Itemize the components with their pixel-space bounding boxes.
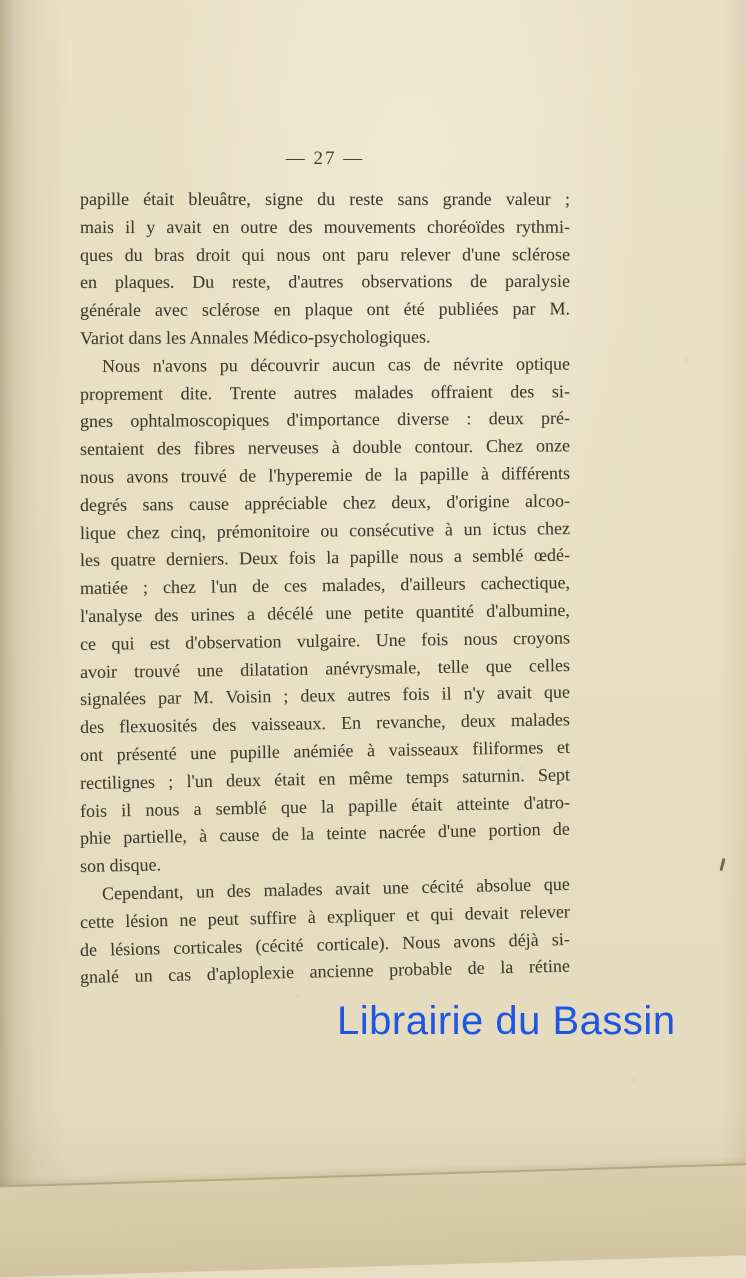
word: ;: [564, 189, 570, 209]
text-line: [80, 296, 570, 325]
word: sclérose: [511, 243, 570, 264]
word: gnes: [79, 411, 114, 432]
word: reste: [349, 189, 384, 209]
word: cinq,: [170, 521, 207, 542]
word: prémonitoire: [216, 520, 310, 542]
word: Deux: [238, 548, 279, 569]
word: a: [246, 603, 256, 624]
word: ophtalmoscopiques: [130, 410, 270, 432]
word: expliquer: [326, 904, 396, 927]
word: lésion: [124, 909, 169, 931]
word: avons: [453, 930, 496, 952]
word: et: [556, 736, 571, 757]
word: et: [405, 904, 420, 925]
word: autres: [293, 382, 337, 403]
word: papille: [80, 189, 129, 209]
word: relever: [519, 901, 571, 923]
word: temps: [405, 766, 450, 787]
word: pupille: [229, 741, 280, 763]
word: malades: [263, 878, 323, 901]
word: ancienne: [309, 960, 374, 982]
word: cas: [387, 354, 411, 375]
word: avait: [496, 682, 532, 704]
word: présenté: [116, 743, 177, 765]
word: reste,: [231, 271, 271, 293]
word: découvrir: [250, 354, 320, 375]
word: une: [196, 659, 224, 680]
word: choréoïdes: [426, 216, 505, 237]
word: fibres: [193, 438, 235, 459]
word: vaisseaux.: [251, 713, 327, 735]
word: ont: [366, 299, 390, 320]
word: nous: [409, 546, 444, 567]
word: observations: [361, 271, 453, 292]
word: dite.: [180, 382, 213, 403]
word: deux: [488, 408, 524, 429]
word: la: [300, 823, 315, 845]
word: contour.: [414, 436, 474, 457]
word: la: [326, 547, 340, 568]
word: cette: [79, 910, 115, 932]
word: d'albumine,: [485, 599, 570, 621]
word: M.: [549, 298, 570, 319]
word: nous: [463, 628, 498, 649]
paragraph: [79, 873, 571, 992]
word: si-: [551, 928, 570, 949]
word: n'avons: [152, 355, 208, 376]
word: saturnin.: [461, 764, 525, 787]
word: si-: [551, 380, 570, 401]
word: croyons: [512, 627, 571, 648]
word: ont: [322, 244, 346, 265]
word: ont: [79, 744, 104, 765]
word: derniers.: [165, 548, 229, 570]
word: lique: [79, 522, 117, 543]
word: matiée: [79, 577, 129, 599]
word: chez: [126, 521, 160, 543]
word: aucun: [332, 354, 376, 375]
word: optique: [515, 353, 570, 374]
word: même: [348, 767, 393, 789]
paragraph: [80, 186, 570, 353]
word: phie: [79, 827, 112, 849]
word: que: [543, 873, 570, 895]
word: ;: [142, 577, 149, 598]
word: Voisin: [225, 686, 272, 708]
word: été: [403, 299, 425, 320]
word: nous: [145, 798, 180, 820]
word: Nous: [101, 355, 141, 376]
text-line: [80, 186, 570, 214]
word: lésions: [109, 937, 161, 959]
word: de: [423, 353, 441, 375]
word: générale: [79, 299, 141, 321]
word: absolue: [475, 874, 532, 896]
word: sentaient: [79, 438, 145, 460]
word: anémiée: [293, 740, 354, 762]
word: cause: [188, 493, 230, 514]
word: des: [212, 714, 237, 736]
word: des: [510, 380, 535, 402]
word: degrés: [79, 494, 128, 515]
word: il: [441, 683, 452, 704]
word: paralysie: [504, 271, 570, 292]
word: d'autres: [288, 271, 344, 292]
word: publiées: [438, 298, 499, 319]
word: nous: [79, 466, 115, 487]
word: quantité: [415, 601, 474, 622]
word: nacrée: [378, 821, 426, 843]
word: des: [156, 438, 181, 459]
word: sans: [397, 189, 429, 209]
word: de: [364, 464, 383, 485]
word: :: [466, 408, 472, 429]
word: onze: [535, 435, 570, 456]
word: offraient: [430, 381, 493, 402]
word: diverse: [397, 408, 450, 430]
word: deux: [460, 710, 496, 732]
word: est: [149, 632, 170, 653]
word: des: [226, 880, 252, 901]
word: de: [467, 957, 485, 979]
watermark-librairie-du-bassin: Librairie du Bassin: [337, 999, 676, 1043]
word: des: [288, 216, 313, 237]
word: deux: [300, 685, 336, 707]
text-line: [80, 350, 570, 380]
word: vaisseaux: [388, 738, 459, 760]
page-number: — 27 —: [285, 148, 365, 169]
word: d'observation: [185, 631, 282, 653]
word: Nous: [401, 931, 441, 953]
word: déjà: [508, 929, 539, 950]
word: a: [193, 798, 202, 819]
word: outre: [240, 216, 278, 237]
word: teinte: [326, 822, 367, 844]
word: des: [79, 716, 105, 738]
word: l'un: [186, 770, 213, 791]
word: la: [500, 957, 514, 978]
word: d'ailleurs: [400, 573, 466, 595]
word: flexuosités: [118, 715, 198, 737]
word: papille: [347, 794, 398, 816]
word: l'hyperemie: [268, 464, 353, 486]
word: (cécité: [255, 934, 304, 956]
word: grande: [442, 189, 492, 209]
word: fois: [288, 547, 316, 569]
word: par: [512, 298, 536, 319]
word: était: [143, 189, 175, 209]
word: ictus: [492, 518, 527, 539]
word: chez: [536, 517, 571, 538]
word: nous: [276, 244, 311, 265]
word: à: [444, 518, 453, 539]
text-line: [80, 487, 570, 519]
word: Du: [192, 272, 215, 293]
word: en: [318, 768, 336, 789]
word: une: [190, 742, 217, 764]
word: d'origine: [446, 490, 510, 512]
word: proprement: [79, 383, 164, 404]
word: en: [273, 299, 291, 320]
word: peut: [207, 908, 239, 929]
text-line: [80, 405, 570, 436]
text-line: [80, 213, 570, 241]
word: Une: [375, 629, 406, 650]
word: fois: [79, 800, 108, 821]
word: dilatation: [240, 658, 309, 680]
word: les: [79, 550, 101, 571]
word: ce: [79, 633, 97, 654]
word: un: [463, 518, 482, 539]
word: ces: [283, 575, 308, 596]
word: que: [543, 681, 571, 703]
word: valeur: [505, 189, 551, 209]
word: Trente: [229, 382, 277, 403]
word: de: [271, 824, 289, 845]
word: petite: [363, 601, 404, 623]
word: pu: [219, 354, 238, 376]
word: sans: [142, 493, 174, 515]
word: anévrysmale,: [325, 656, 421, 679]
word: devait: [464, 902, 509, 924]
page-bottom-edge: [0, 1162, 746, 1278]
word: qui: [241, 244, 265, 265]
text-line: [80, 432, 570, 463]
word: avoir: [79, 661, 118, 682]
word: était: [274, 768, 306, 790]
word: probable: [388, 958, 453, 981]
text-line: [80, 268, 570, 297]
word: à: [366, 739, 376, 761]
text-line: [80, 378, 570, 409]
word: bleuâtre,: [188, 189, 251, 209]
word: ;: [168, 771, 174, 792]
text-block: [80, 186, 570, 992]
word: rétine: [528, 955, 571, 977]
word: mouvements: [323, 216, 416, 237]
word: plaque: [304, 299, 353, 320]
word: de: [552, 818, 570, 840]
word: un: [195, 881, 215, 902]
word: qui: [430, 903, 454, 925]
word: papille: [349, 546, 399, 568]
word: alcoo-: [524, 490, 571, 511]
word: il: [125, 216, 136, 237]
word: filiformes: [472, 737, 544, 759]
word: était: [411, 793, 443, 815]
word: partielle,: [123, 826, 187, 848]
word: signe: [264, 189, 303, 209]
word: d'importance: [286, 409, 380, 430]
word: suffire: [249, 907, 297, 929]
word: que: [280, 796, 308, 817]
word: de: [79, 939, 98, 960]
word: cause: [219, 824, 260, 846]
word: gnalé: [79, 966, 120, 988]
word: sclérose: [201, 299, 260, 320]
paragraph: [80, 353, 570, 881]
word: autres: [347, 684, 391, 706]
word: à: [480, 463, 490, 484]
word: y: [146, 216, 156, 237]
word: du: [317, 189, 336, 209]
word: ou: [320, 519, 339, 541]
word: à: [198, 825, 208, 847]
word: la: [320, 795, 335, 817]
word: M.: [192, 687, 214, 708]
text-line: Variot dans les Annales Médico-psychologiques.: [79, 326, 431, 348]
word: une: [382, 877, 410, 898]
word: il: [120, 799, 132, 820]
word: l'analyse: [79, 605, 143, 626]
text-line: [80, 460, 570, 492]
word: corticale).: [316, 932, 390, 955]
word: En: [340, 712, 362, 733]
word: de: [251, 575, 270, 597]
word: d'atro-: [523, 791, 571, 813]
word: de: [470, 271, 488, 292]
word: Sept: [537, 764, 571, 785]
word: à: [307, 906, 316, 927]
word: paru: [356, 244, 389, 265]
word: avons: [126, 466, 169, 487]
word: malades: [354, 381, 414, 402]
word: un: [134, 965, 153, 987]
word: pré-: [540, 408, 571, 429]
word: d'une: [437, 820, 477, 842]
word: du: [124, 244, 143, 265]
word: deux,: [391, 491, 431, 512]
word: l'un: [210, 576, 238, 597]
word: urines: [190, 604, 235, 625]
text-line: son disque.: [79, 854, 162, 877]
word: fois: [402, 684, 430, 705]
word: mais: [79, 216, 115, 237]
word: telle: [437, 656, 469, 677]
word: deux: [225, 769, 262, 791]
word: bras: [154, 244, 185, 265]
word: nerveuses: [247, 437, 319, 458]
word: avec: [154, 299, 188, 320]
word: ques: [79, 244, 114, 265]
word: névrite: [453, 353, 504, 374]
word: atteinte: [456, 792, 510, 814]
word: malades: [510, 709, 570, 731]
word: avait: [334, 877, 371, 899]
word: double: [352, 436, 402, 458]
word: rectilignes: [79, 771, 156, 793]
word: semblé: [472, 545, 524, 567]
word: qui: [111, 633, 135, 654]
word: fois: [420, 628, 449, 650]
word: plaques.: [114, 272, 175, 293]
word: n'y: [463, 683, 485, 704]
word: à: [331, 437, 340, 458]
word: ;: [283, 686, 289, 707]
word: portion: [488, 819, 541, 841]
word: des: [154, 604, 179, 626]
word: cas: [167, 964, 192, 986]
word: que: [485, 655, 512, 676]
word: avait: [166, 216, 202, 237]
word: la: [394, 464, 408, 485]
word: ne: [179, 909, 197, 930]
word: celles: [528, 654, 571, 676]
word: cécité: [421, 875, 464, 897]
word: malades,: [321, 574, 386, 596]
word: trouvé: [180, 465, 227, 487]
word: corticales: [173, 935, 243, 958]
word: chez: [342, 492, 376, 513]
word: papille: [419, 463, 469, 485]
word: cachectique,: [480, 572, 571, 594]
word: une: [325, 602, 352, 623]
word: consécutive: [349, 519, 435, 540]
ink-mark: [719, 858, 725, 871]
word: a: [453, 546, 462, 567]
word: de: [238, 465, 257, 486]
word: vulgaire.: [296, 629, 361, 651]
word: trouvé: [133, 660, 181, 681]
word: décélé: [267, 603, 314, 624]
word: revanche,: [375, 711, 446, 733]
word: appréciable: [244, 492, 328, 514]
text-line: [80, 241, 570, 270]
word: quatre: [110, 549, 156, 571]
word: relever: [400, 243, 451, 265]
word: d'aploplexie: [206, 962, 295, 985]
word: en: [79, 272, 98, 293]
word: en: [212, 216, 230, 237]
word: chez: [162, 576, 196, 598]
word: droit: [195, 244, 231, 265]
word: Cependant,: [101, 881, 184, 904]
word: rythmi-: [515, 216, 570, 237]
word: Chez: [485, 435, 524, 457]
word: semblé: [215, 797, 267, 819]
word: par: [157, 687, 182, 709]
word: d'une: [462, 243, 501, 264]
word: œdé-: [533, 545, 570, 566]
word: différents: [501, 462, 571, 484]
word: signalées: [79, 688, 147, 710]
